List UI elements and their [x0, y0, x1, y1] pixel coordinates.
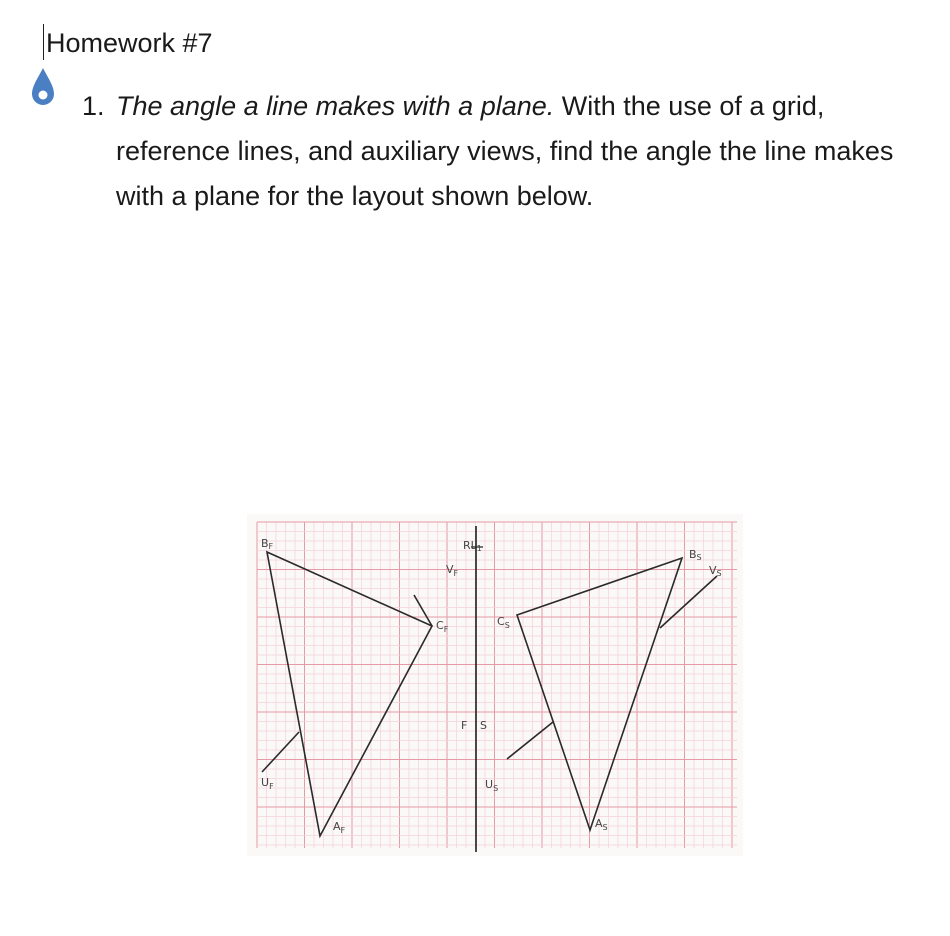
text-cursor — [43, 24, 44, 60]
grid-drawing — [247, 514, 743, 856]
problem-1 — [82, 84, 902, 219]
label-cs: $C_S$ — [497, 615, 510, 630]
label-cf: $C_F$ — [436, 619, 449, 634]
label-af: $A_F$ — [333, 820, 346, 835]
problem-body: With the use of a grid, reference lines, and auxiliary views, find the angle the line makes with a plane for the layout shown below. — [116, 91, 894, 211]
label-vs: VS — [709, 564, 722, 578]
problem-text — [116, 84, 902, 219]
label-as: $A_S$ — [595, 817, 608, 832]
problem-lead: The angle a line makes with a plane. — [116, 91, 555, 121]
problem-number: 1. — [82, 91, 105, 121]
descriptive-geometry-figure — [247, 514, 743, 856]
comment-pin-icon[interactable] — [30, 66, 56, 108]
label-s: S — [480, 719, 487, 732]
page-title: Homework #7 — [46, 28, 213, 58]
label-vf: $V_F$ — [446, 563, 459, 578]
label-f: F — [461, 719, 468, 732]
label-bf: BF — [261, 537, 274, 551]
label-rl1: RL1 — [463, 539, 482, 553]
label-us: $U_S$ — [485, 778, 499, 793]
label-bs: BS — [689, 548, 702, 562]
label-uf: $U_F$ — [261, 776, 274, 791]
